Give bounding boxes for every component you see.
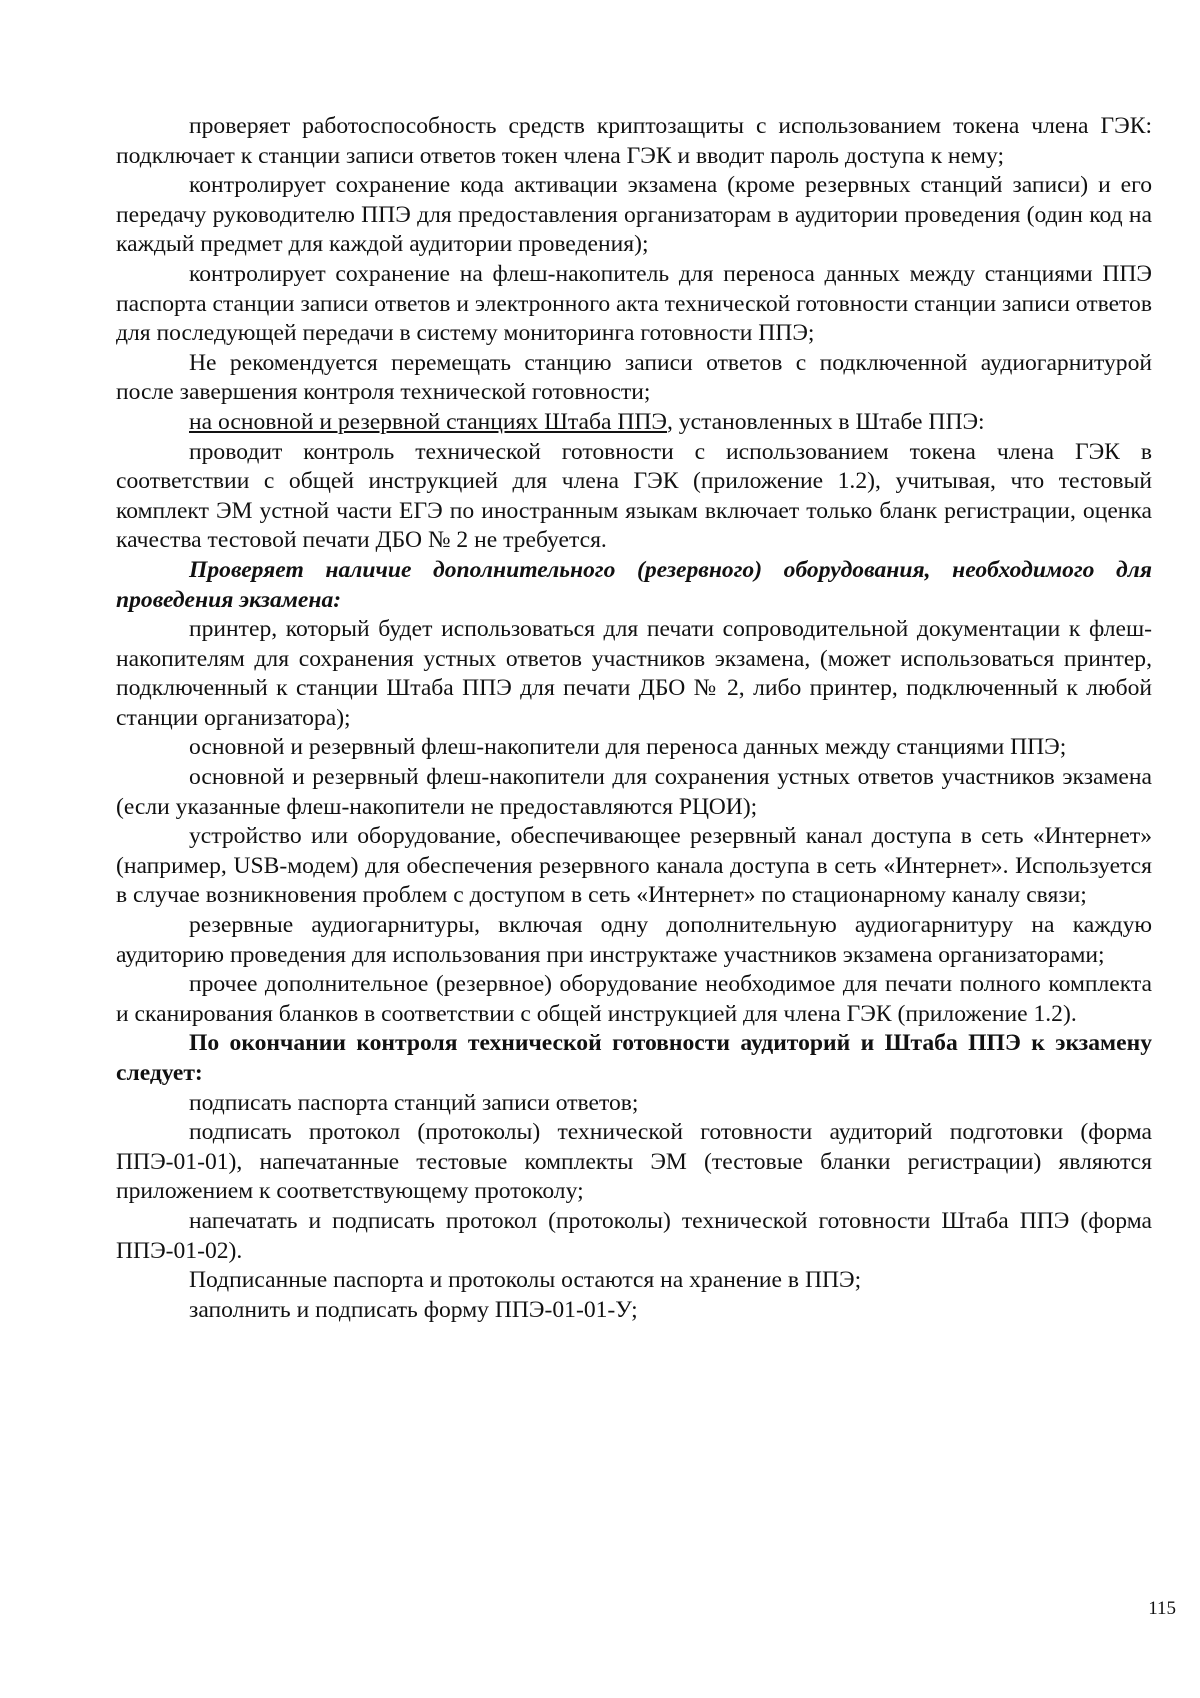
equipment-item-flash-answers: основной и резервный флеш-накопители для сохранения устных ответов участников экзамена (если указанные флеш-накопители не предоставляются РЦОИ); (116, 764, 1152, 820)
final-item-storage-note: Подписанные паспорта и протоколы остаются на хранение в ППЭ; (189, 1267, 862, 1294)
final-item-sign-protocol-rooms: подписать протокол (протоколы) технической готовности аудиторий подготовки (форма ППЭ-01-01), напечатанные тестовые комплекты ЭМ (тестовые бланки регистрации) являются приложением к соответствующему протоколу; (116, 1119, 1152, 1205)
page-number: 115 (1148, 1598, 1176, 1619)
equipment-item-other: прочее дополнительное (резервное) оборудование необходимое для печати полного комплекта и сканирования бланков в соответствии с общей инструкцией для члена ГЭК (приложение 1.2). (116, 971, 1152, 1027)
staff-stations-heading-rest: , установленных в Штабе ППЭ: (667, 408, 985, 435)
paragraph-activation-code: контролирует сохранение кода активации экзамена (кроме резервных станций записи) и его передачу руководителю ППЭ для предоставления организаторам в аудитории проведения (один код на каждый предмет для каждой аудитории проведения); (116, 172, 1152, 258)
final-heading: По окончании контроля технической готовности аудиторий и Штаба ППЭ к экзамену следует: (116, 1030, 1152, 1086)
equipment-item-internet-backup: устройство или оборудование, обеспечивающее резервный канал доступа в сеть «Интернет» (например, USB-модем) для обеспечения резервного канала доступа в сеть «Интернет». Используется в случае возникновения проблем с доступом в сеть «Интернет» по стационарному каналу связи; (116, 823, 1152, 909)
paragraph-flash-save: контролирует сохранение на флеш-накопитель для переноса данных между станциями ППЭ паспорта станции записи ответов и электронного акта технической готовности станции записи ответов для последующей передачи в систему мониторинга готовности ППЭ; (116, 260, 1152, 347)
staff-stations-heading (116, 408, 1152, 438)
final-item-sign-protocol-staff: напечатать и подписать протокол (протоколы) технической готовности Штаба ППЭ (форма ППЭ-01-02). (116, 1207, 1152, 1264)
paragraph-no-move-warning: Не рекомендуется перемещать станцию записи ответов с подключенной аудиогарнитурой после завершения контроля технической готовности; (116, 349, 1152, 406)
final-item-fill-form: заполнить и подписать форму ППЭ-01-01-У; (189, 1296, 638, 1323)
equipment-item-headsets: резервные аудиогарнитуры, включая одну дополнительную аудиогарнитуру на каждую аудиторию проведения для использования при инструктаже участников экзамена организаторами; (116, 912, 1152, 968)
equipment-item-flash-transfer: основной и резервный флеш-накопители для переноса данных между станциями ППЭ; (189, 734, 1067, 761)
equipment-heading: Проверяет наличие дополнительного (резервного) оборудования, необходимого для проведения экзамена: (116, 556, 1152, 613)
equipment-item-printer: принтер, который будет использоваться для печати сопроводительной документации к флеш-накопителям для сохранения устных ответов участников экзамена, (может использоваться принтер, подключенный к станции Штаба ППЭ для печати ДБО № 2, либо принтер, подключенный к любой станции организатора); (116, 616, 1152, 731)
paragraph-staff-readiness: проводит контроль технической готовности с использованием токена члена ГЭК в соответствии с общей инструкцией для члена ГЭК (приложение 1.2), учитывая, что тестовый комплект ЭМ устной части ЕГЭ по иностранным языкам включает только бланк регистрации, оценка качества тестовой печати ДБО № 2 не требуется. (116, 438, 1152, 554)
document-body (116, 112, 1152, 1325)
staff-stations-heading-underlined: на основной и резервной станциях Штаба ППЭ (189, 408, 667, 435)
final-item-sign-passports: подписать паспорта станций записи ответов; (189, 1089, 639, 1116)
paragraph-crypto-check: проверяет работоспособность средств криптозащиты с использованием токена члена ГЭК: подключает к станции записи ответов токен члена ГЭК и вводит пароль доступа к нему; (116, 113, 1152, 169)
